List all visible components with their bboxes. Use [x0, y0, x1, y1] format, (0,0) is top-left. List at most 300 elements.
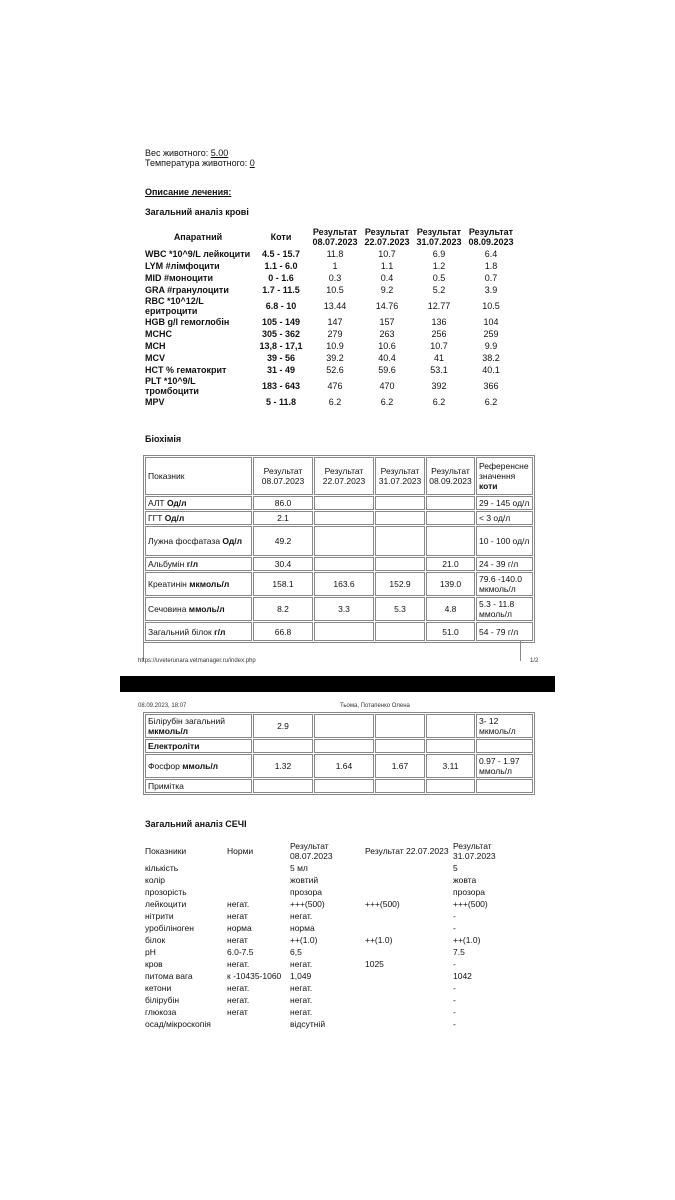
norm-value: 6.0-7.5 [227, 947, 254, 957]
result-value: 470 [379, 381, 395, 391]
result-value [375, 526, 425, 556]
result-value [363, 1006, 451, 1018]
parameter-name [145, 597, 252, 621]
reference-value: 5.3 - 11.8 ммоль/л [476, 597, 533, 621]
table-row [145, 557, 533, 571]
result-value: 6.9 [432, 249, 446, 259]
parameter-unit: ммоль/л [182, 761, 219, 771]
result-value: 139.0 [426, 572, 475, 596]
result-value [314, 779, 374, 793]
result-value [375, 496, 425, 510]
result-value: 12.77 [427, 301, 451, 311]
table-row [143, 994, 535, 1006]
parameter-name: прозорість [145, 887, 187, 897]
result-value: 66.8 [253, 622, 313, 641]
table-row [143, 886, 535, 898]
parameter-name: HCT % гематокрит [145, 365, 227, 375]
reference-range: 39 - 56 [266, 353, 296, 363]
reference-value: 0.97 - 1.97 ммоль/л [476, 754, 533, 778]
parameter-name: лейкоцити [145, 899, 187, 909]
result-value: 0.4 [380, 273, 394, 283]
patient-name: Тьома, Потапенко Олена [340, 703, 410, 709]
norm-value: негат [227, 935, 248, 945]
result-value: негат. [290, 959, 313, 969]
result-value [363, 994, 451, 1006]
reference-range: 5 - 11.8 [265, 397, 297, 407]
table-header-row [143, 840, 535, 862]
table-row [145, 779, 533, 793]
table-row [143, 922, 535, 934]
parameter-name: кетони [145, 983, 172, 993]
parameter-name: білок [145, 935, 166, 945]
table-row [145, 597, 533, 621]
result-value: 6.4 [484, 249, 498, 259]
result-value: 5 мл [290, 863, 308, 873]
ref-label: Референсне значення [479, 461, 529, 481]
parameter-name: PLT *10^9/L тромбоцити [145, 376, 199, 396]
result-value: 49.2 [253, 526, 313, 556]
result-value [375, 739, 425, 753]
result-value: 392 [431, 381, 447, 391]
result-value: 6.2 [328, 397, 342, 407]
norm-value: к -10435-1060 [227, 971, 282, 981]
result-value: 38.2 [482, 353, 500, 363]
result-value [426, 511, 475, 525]
result-value: 158.1 [253, 572, 313, 596]
parameter-unit: г/л [186, 559, 198, 569]
animal-temperature [145, 158, 255, 169]
result-value: прозора [290, 887, 322, 897]
result-value: 14.76 [375, 301, 399, 311]
reference-range: 31 - 49 [266, 365, 296, 375]
result-value: ++(1.0) [453, 935, 481, 945]
result-value: негат. [290, 911, 313, 921]
reference-range: 0 - 1.6 [268, 273, 294, 283]
result-value: відсутній [290, 1019, 326, 1029]
result-value: 53.1 [430, 365, 448, 375]
reference-value: 29 - 145 од/л [476, 496, 533, 510]
blood-table [143, 226, 517, 408]
table-row [143, 272, 517, 284]
result-value [314, 714, 374, 738]
reference-value: 24 - 39 г/л [476, 557, 533, 571]
result-value: 0.5 [432, 273, 446, 283]
temp-value: 0 [249, 158, 255, 168]
parameter-name: MCHC [145, 329, 172, 339]
column-header: Результат 22.07.2023 [364, 227, 410, 247]
page-number: 1/2 [530, 658, 539, 664]
result-value [426, 779, 475, 793]
result-value [426, 714, 475, 738]
parameter-label: Лужна фосфатаза [148, 536, 223, 546]
result-value: 59.6 [378, 365, 396, 375]
result-value: 1042 [453, 971, 472, 981]
table-row [143, 1006, 535, 1018]
parameter-name: білірубін [145, 995, 180, 1005]
norm-value: негат. [227, 983, 250, 993]
footer-url: https://uveterunara.vetmanager.ru/index.php [138, 658, 256, 664]
result-value: 476 [327, 381, 343, 391]
result-value [426, 526, 475, 556]
column-header: Результат 08.09.2023 [426, 457, 475, 495]
result-value [363, 982, 451, 994]
reference-range: 183 - 643 [261, 381, 301, 391]
parameter-name: питома вага [145, 971, 193, 981]
result-value: 3.11 [426, 754, 475, 778]
table-row [143, 898, 535, 910]
result-value: 86.0 [253, 496, 313, 510]
parameter-label: Альбумін [148, 559, 187, 569]
result-value: 10.6 [378, 341, 396, 351]
result-value: 41 [433, 353, 444, 363]
reference-value: 10 - 100 од/л [476, 526, 533, 556]
column-header: Результат 22.07.2023 [365, 846, 449, 856]
result-value: жовта [453, 875, 477, 885]
table-row [143, 316, 517, 328]
parameter-name [145, 779, 252, 793]
result-value: 1.2 [432, 261, 446, 271]
result-value: 0.7 [484, 273, 498, 283]
norm-value [225, 874, 288, 886]
table-row [143, 970, 535, 982]
parameter-unit: г/л [214, 626, 226, 637]
urine-table [143, 840, 535, 1030]
table-row [143, 376, 517, 396]
parameter-name: RBC *10^12/L еритроцити [145, 296, 204, 316]
temp-label: Температура животного: [145, 158, 250, 168]
result-value [253, 779, 313, 793]
table-row [145, 739, 533, 753]
print-datetime: 08.09.2023, 18:07 [138, 703, 187, 709]
weight-value: 5.00 [210, 148, 229, 158]
parameter-name [145, 572, 252, 596]
result-value: 147 [327, 317, 343, 327]
parameter-name [145, 511, 252, 525]
result-value: 5.2 [432, 285, 446, 295]
table-row [145, 622, 533, 641]
ref-species: коти [479, 481, 498, 491]
norm-value [225, 886, 288, 898]
column-header: Результат 08.07.2023 [290, 841, 333, 861]
result-value: 5.3 [375, 597, 425, 621]
result-value: 1,049 [290, 971, 312, 981]
result-value: 52.6 [326, 365, 344, 375]
result-value [426, 496, 475, 510]
result-value: 1025 [365, 959, 384, 969]
reference-range: 13,8 - 17,1 [259, 341, 303, 351]
norm-value: негат [227, 1007, 248, 1017]
table-row [143, 874, 535, 886]
column-header: Апаратний [173, 232, 223, 242]
result-value: 8.2 [253, 597, 313, 621]
parameter-name [145, 557, 252, 571]
parameter-name: кількість [145, 863, 179, 873]
result-value [375, 622, 425, 641]
result-value: 10.5 [326, 285, 344, 295]
result-value: - [453, 995, 456, 1005]
norm-value: норма [227, 923, 252, 933]
column-header [476, 457, 533, 495]
result-value: 157 [379, 317, 395, 327]
reference-range: 1.7 - 11.5 [262, 285, 300, 295]
parameter-name: нітрити [145, 911, 174, 921]
table-row [143, 910, 535, 922]
result-value: - [453, 1019, 456, 1029]
parameter-unit: Од/л [164, 513, 185, 523]
table-row [143, 934, 535, 946]
parameter-unit: Електроліти [148, 741, 200, 751]
result-value [363, 922, 451, 934]
result-value: 366 [483, 381, 499, 391]
parameter-name: pH [145, 947, 156, 957]
parameter-unit: Од/л [222, 536, 242, 546]
parameter-name: HGB g/l гемоглобін [145, 317, 230, 327]
table-row [143, 352, 517, 364]
result-value: 0.3 [328, 273, 342, 283]
result-value [314, 739, 374, 753]
result-value [363, 862, 451, 874]
result-value: 104 [483, 317, 499, 327]
result-value: 6,5 [290, 947, 302, 957]
result-value [314, 526, 374, 556]
result-value [375, 714, 425, 738]
result-value: 152.9 [375, 572, 425, 596]
table-row [143, 982, 535, 994]
reference-range: 6.8 - 10 [265, 301, 297, 311]
parameter-unit: Од/л [167, 498, 187, 508]
blood-heading: Загальний аналіз крові [145, 207, 249, 217]
parameter-name: осад/мікроскопія [145, 1019, 211, 1029]
table-header-row [143, 226, 517, 248]
result-value [363, 886, 451, 898]
result-value: 1.8 [484, 261, 498, 271]
result-value: - [453, 959, 456, 969]
result-value: 279 [327, 329, 343, 339]
parameter-name: MID #моноцити [145, 273, 213, 283]
result-value: 7.5 [453, 947, 465, 957]
result-value [314, 557, 374, 571]
norm-value [225, 1018, 288, 1030]
result-value: 11.8 [326, 249, 344, 259]
parameter-label: Сечовина [148, 604, 189, 614]
result-value: ++(1.0) [365, 935, 393, 945]
result-value: ++(1.0) [290, 935, 318, 945]
parameter-name: LYM #лімфоцити [145, 261, 220, 271]
parameter-label: АЛТ [148, 498, 167, 508]
parameter-name: колір [145, 875, 165, 885]
parameter-name: WBC *10^9/L лейкоцити [145, 249, 251, 259]
result-value: норма [290, 923, 315, 933]
urine-heading: Загальний аналіз СЕЧІ [145, 819, 247, 829]
parameter-label: Загальний білок [148, 626, 215, 637]
result-value: - [453, 1007, 456, 1017]
weight-label: Вес животного: [145, 148, 211, 158]
result-value: негат. [290, 983, 313, 993]
parameter-name: MCV [145, 353, 165, 363]
result-value [314, 496, 374, 510]
table-row [143, 284, 517, 296]
parameter-name: кров [145, 959, 163, 969]
table-row [145, 511, 533, 525]
result-value: 40.4 [378, 353, 396, 363]
result-value: +++(500) [290, 899, 325, 909]
reference-value: 3- 12 мкмоль/л [476, 714, 533, 738]
column-header: Норми [227, 846, 254, 856]
parameter-label: Креатинін [148, 579, 190, 589]
parameter-name [145, 526, 252, 556]
result-value [363, 874, 451, 886]
result-value: 5 [453, 863, 458, 873]
biochem-table [143, 455, 535, 643]
result-value: 10.5 [482, 301, 500, 311]
column-header: Результат 08.07.2023 [253, 457, 313, 495]
column-header: Результат 08.07.2023 [312, 227, 358, 247]
result-value: 40.1 [482, 365, 500, 375]
table-header-row [145, 457, 533, 495]
result-value: 3.9 [484, 285, 498, 295]
result-value: негат. [290, 1007, 313, 1017]
result-value [426, 739, 475, 753]
table-row [143, 946, 535, 958]
result-value: 39.2 [326, 353, 344, 363]
parameter-unit: мкмоль/л [148, 726, 189, 736]
parameter-unit: мкмоль/л [189, 579, 230, 589]
result-value: 1.1 [380, 261, 394, 271]
result-value: 13.44 [323, 301, 347, 311]
table-row [145, 754, 533, 778]
table-row [145, 572, 533, 596]
table-row [143, 364, 517, 376]
result-value: +++(500) [453, 899, 488, 909]
norm-value: негат. [227, 899, 250, 909]
parameter-label: ГГТ [148, 513, 165, 523]
parameter-name [145, 496, 252, 510]
page-break-bar [120, 676, 555, 692]
result-value: 1.64 [314, 754, 374, 778]
result-value: 21.0 [426, 557, 475, 571]
table-row [143, 958, 535, 970]
column-header: Результат 22.07.2023 [314, 457, 374, 495]
parameter-name [145, 622, 252, 641]
result-value: 136 [431, 317, 447, 327]
result-value: 3.3 [314, 597, 374, 621]
result-value: +++(500) [365, 899, 400, 909]
result-value: негат. [290, 995, 313, 1005]
parameter-name: MPV [145, 397, 165, 407]
result-value [363, 970, 451, 982]
result-value [363, 946, 451, 958]
parameter-name: MCH [145, 341, 166, 351]
reference-range: 1.1 - 6.0 [264, 261, 298, 271]
reference-value [476, 779, 533, 793]
reference-range: 4.5 - 15.7 [261, 249, 301, 259]
table-row [145, 714, 533, 738]
reference-value: 79.6 -140.0 мкмоль/л [476, 572, 533, 596]
result-value [314, 622, 374, 641]
result-value: прозора [453, 887, 485, 897]
result-value: 6.2 [380, 397, 394, 407]
result-value: 1 [332, 261, 338, 271]
reference-value: < 3 од/л [476, 511, 533, 525]
column-header: Коти [270, 232, 292, 242]
biochem-table-continued [143, 712, 535, 795]
parameter-label: Примітка [148, 781, 184, 791]
table-row [143, 296, 517, 316]
table-row [143, 862, 535, 874]
reference-range: 305 - 362 [261, 329, 301, 339]
table-row [143, 1018, 535, 1030]
result-value: 263 [379, 329, 395, 339]
treatment-heading: Описание лечения: [145, 187, 232, 197]
parameter-name [145, 714, 252, 738]
result-value: 2.1 [253, 511, 313, 525]
norm-value: негат [227, 911, 248, 921]
result-value: 1.32 [253, 754, 313, 778]
column-header: Показник [145, 457, 252, 495]
column-header: Результат 31.07.2023 [375, 457, 425, 495]
result-value: 30.4 [253, 557, 313, 571]
result-value: 51.0 [426, 622, 475, 641]
result-value: 9.2 [380, 285, 394, 295]
result-value: 163.6 [314, 572, 374, 596]
parameter-name [145, 754, 252, 778]
result-value [253, 739, 313, 753]
reference-value: 54 - 79 г/л [476, 622, 533, 641]
result-value: - [453, 911, 456, 921]
result-value: жовтий [290, 875, 319, 885]
result-value: 10.9 [326, 341, 344, 351]
result-value [363, 1018, 451, 1030]
biochem-heading: Біохімія [145, 434, 182, 444]
result-value: 2.9 [253, 714, 313, 738]
result-value: 1.67 [375, 754, 425, 778]
result-value: 6.2 [432, 397, 446, 407]
result-value [375, 779, 425, 793]
result-value: 259 [483, 329, 499, 339]
column-header: Результат 31.07.2023 [416, 227, 462, 247]
norm-value: негат. [227, 995, 250, 1005]
reference-value [476, 739, 533, 753]
column-header: Показники [145, 846, 187, 856]
parameter-label: Фосфор [148, 761, 183, 771]
result-value: 256 [431, 329, 447, 339]
parameter-unit: ммоль/л [188, 604, 225, 614]
result-value [314, 511, 374, 525]
norm-value [225, 862, 288, 874]
column-header: Результат 31.07.2023 [453, 841, 496, 861]
result-value [375, 511, 425, 525]
table-row [145, 526, 533, 556]
result-value: - [453, 923, 456, 933]
table-row [143, 340, 517, 352]
parameter-name: глюкоза [145, 1007, 177, 1017]
result-value: 9.9 [484, 341, 498, 351]
result-value: - [453, 983, 456, 993]
column-header: Результат 08.09.2023 [468, 227, 514, 247]
norm-value: негат. [227, 959, 250, 969]
result-value: 10.7 [378, 249, 396, 259]
result-value [375, 557, 425, 571]
parameter-name [145, 739, 252, 753]
result-value: 10.7 [430, 341, 448, 351]
parameter-label: Білірубін загальний [148, 716, 225, 726]
table-row [143, 328, 517, 340]
result-value: 6.2 [484, 397, 498, 407]
parameter-name: GRA #гранулоцити [145, 285, 229, 295]
table-row [143, 248, 517, 260]
result-value [363, 910, 451, 922]
table-border [520, 641, 521, 661]
